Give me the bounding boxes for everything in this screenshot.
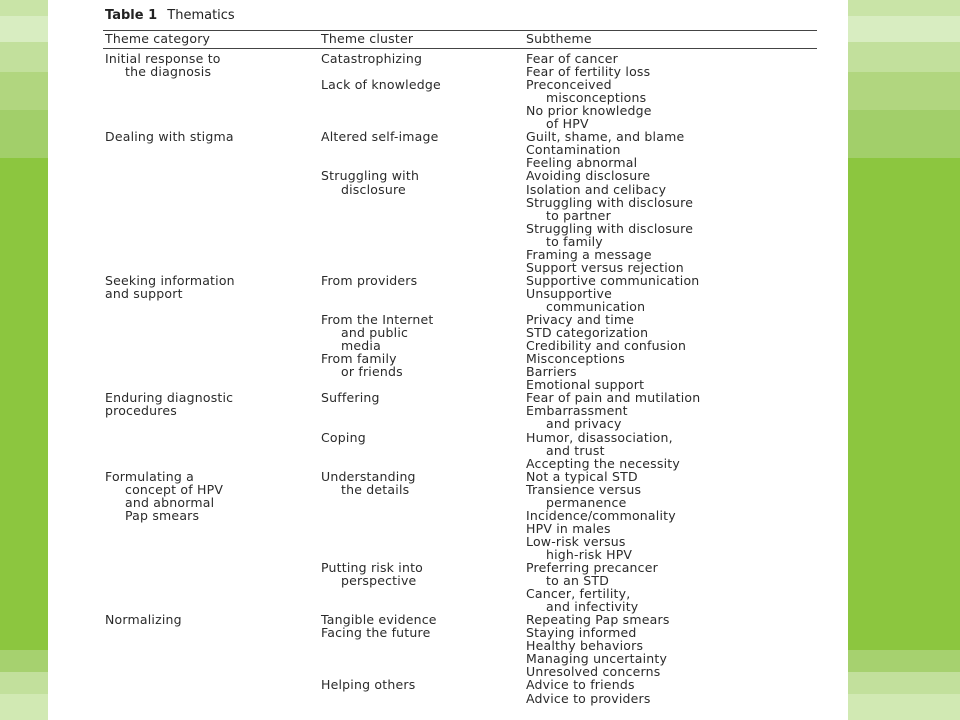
table-cell-subtheme: to an STD bbox=[546, 573, 610, 588]
table-cell-subtheme: Guilt, shame, and blame bbox=[526, 129, 685, 145]
table-cell-subtheme: and privacy bbox=[546, 416, 622, 432]
table-cell-cluster: Coping bbox=[321, 429, 366, 445]
table-cell-subtheme: Contamination bbox=[526, 142, 621, 158]
table-cell-subtheme: to family bbox=[546, 233, 603, 249]
table-cell-cluster: Facing the future bbox=[321, 625, 431, 641]
table-cell-category: Normalizing bbox=[105, 612, 182, 628]
table-cell-cluster: Catastrophizing bbox=[321, 51, 423, 66]
table-cell-subtheme: permanence bbox=[546, 494, 627, 510]
table-cell-subtheme: Credibility and confusion bbox=[526, 338, 687, 354]
table-cell-subtheme: Supportive communication bbox=[526, 272, 700, 288]
table-cell-cluster: From family bbox=[321, 351, 397, 367]
table-cell-cluster: Altered self-image bbox=[321, 129, 439, 145]
table-cell-cluster: Suffering bbox=[321, 390, 380, 406]
table-cell-subtheme: Support versus rejection bbox=[526, 259, 684, 275]
table-cell-subtheme: Fear of pain and mutilation bbox=[526, 390, 701, 406]
table-cell-subtheme: Unsupportive bbox=[526, 285, 613, 301]
table-cell-cluster: Helping others bbox=[321, 677, 416, 693]
table-cell-subtheme: No prior knowledge bbox=[526, 103, 652, 119]
table-cell-subtheme: STD categorization bbox=[526, 325, 649, 341]
table-cell-cluster: Understanding bbox=[321, 468, 416, 484]
table-cell-cluster: the details bbox=[341, 481, 410, 497]
table-cell-category: Formulating a bbox=[105, 468, 195, 484]
table-cell-subtheme: Fear of fertility loss bbox=[526, 64, 651, 79]
table-cell-cluster: Struggling with bbox=[321, 168, 420, 184]
table-cell-cluster: disclosure bbox=[341, 181, 406, 197]
table-cell-subtheme: Advice to friends bbox=[526, 677, 635, 693]
table-caption-label: Table 1 bbox=[105, 8, 158, 23]
table-cell-subtheme: Avoiding disclosure bbox=[526, 168, 651, 184]
table-cell-cluster: Tangible evidence bbox=[321, 612, 437, 628]
table-cell-category: Seeking information bbox=[105, 272, 235, 288]
table-cell-subtheme: Fear of cancer bbox=[526, 51, 618, 66]
table-cell-subtheme: of HPV bbox=[546, 116, 589, 132]
table-cell-subtheme: Preferring precancer bbox=[526, 560, 658, 575]
table-cell-subtheme: Repeating Pap smears bbox=[526, 612, 670, 628]
table-cell-subtheme: Preconceived bbox=[526, 77, 612, 93]
table-cell-cluster: and public bbox=[341, 325, 409, 341]
table-cell-cluster: Lack of knowledge bbox=[321, 77, 441, 93]
document-page bbox=[48, 0, 848, 720]
column-header-subtheme: Subtheme bbox=[526, 31, 592, 46]
table-cell-subtheme: to partner bbox=[546, 207, 611, 223]
table-cell-subtheme: Feeling abnormal bbox=[526, 155, 638, 171]
table-cell-subtheme: Isolation and celibacy bbox=[526, 181, 667, 197]
table-cell-subtheme: Embarrassment bbox=[526, 403, 628, 419]
table-cell-category: procedures bbox=[105, 403, 177, 419]
table-cell-subtheme: Not a typical STD bbox=[526, 468, 638, 484]
table-cell-category: and abnormal bbox=[125, 494, 215, 510]
table-cell-subtheme: and trust bbox=[546, 442, 605, 458]
table-cell-subtheme: Managing uncertainty bbox=[526, 651, 668, 667]
table-cell-subtheme: Accepting the necessity bbox=[526, 455, 680, 471]
table-cell-cluster: perspective bbox=[341, 573, 417, 588]
table-cell-category: the diagnosis bbox=[125, 64, 212, 79]
table-cell-subtheme: misconceptions bbox=[546, 90, 647, 106]
table-cell-category: Dealing with stigma bbox=[105, 129, 234, 145]
table-cell-cluster: or friends bbox=[341, 364, 403, 380]
table-cell-subtheme: Cancer, fertility, bbox=[526, 586, 631, 602]
table-cell-subtheme: Healthy behaviors bbox=[526, 638, 644, 654]
table-cell-subtheme: Transience versus bbox=[526, 481, 642, 497]
table-cell-subtheme: Framing a message bbox=[526, 246, 652, 262]
table-cell-subtheme: HPV in males bbox=[526, 520, 611, 536]
table-cell-subtheme: Humor, disassociation, bbox=[526, 429, 673, 445]
table-cell-category: and support bbox=[105, 285, 183, 301]
table-cell-subtheme: Emotional support bbox=[526, 377, 645, 393]
table-cell-subtheme: Struggling with disclosure bbox=[526, 220, 694, 236]
table-cell-subtheme: Barriers bbox=[526, 364, 577, 380]
table-cell-subtheme: Incidence/commonality bbox=[526, 507, 676, 523]
thematics-table bbox=[48, 0, 848, 720]
table-cell-subtheme: Advice to providers bbox=[526, 690, 651, 706]
table-caption-title: Thematics bbox=[167, 8, 235, 23]
table-cell-category: Enduring diagnostic bbox=[105, 390, 234, 406]
table-cell-category: Pap smears bbox=[125, 507, 200, 523]
table-cell-subtheme: Staying informed bbox=[526, 625, 637, 641]
table-cell-cluster: Putting risk into bbox=[321, 560, 424, 575]
table-cell-cluster: From providers bbox=[321, 272, 418, 288]
table-cell-subtheme: Low-risk versus bbox=[526, 533, 626, 549]
table-cell-cluster: From the Internet bbox=[321, 312, 434, 327]
table-cell-subtheme: communication bbox=[546, 299, 646, 314]
column-header-theme-cluster: Theme cluster bbox=[321, 31, 414, 46]
table-cell-category: concept of HPV bbox=[125, 481, 224, 497]
table-cell-category: Initial response to bbox=[105, 51, 221, 66]
table-cell-subtheme: Struggling with disclosure bbox=[526, 194, 694, 210]
table-cell-subtheme: and infectivity bbox=[546, 599, 639, 615]
table-cell-subtheme: high-risk HPV bbox=[546, 546, 633, 562]
table-cell-cluster: media bbox=[341, 338, 381, 354]
table-cell-subtheme: Privacy and time bbox=[526, 312, 635, 327]
table-cell-subtheme: Misconceptions bbox=[526, 351, 625, 367]
table-cell-subtheme: Unresolved concerns bbox=[526, 664, 661, 680]
column-header-theme-category: Theme category bbox=[105, 31, 211, 46]
